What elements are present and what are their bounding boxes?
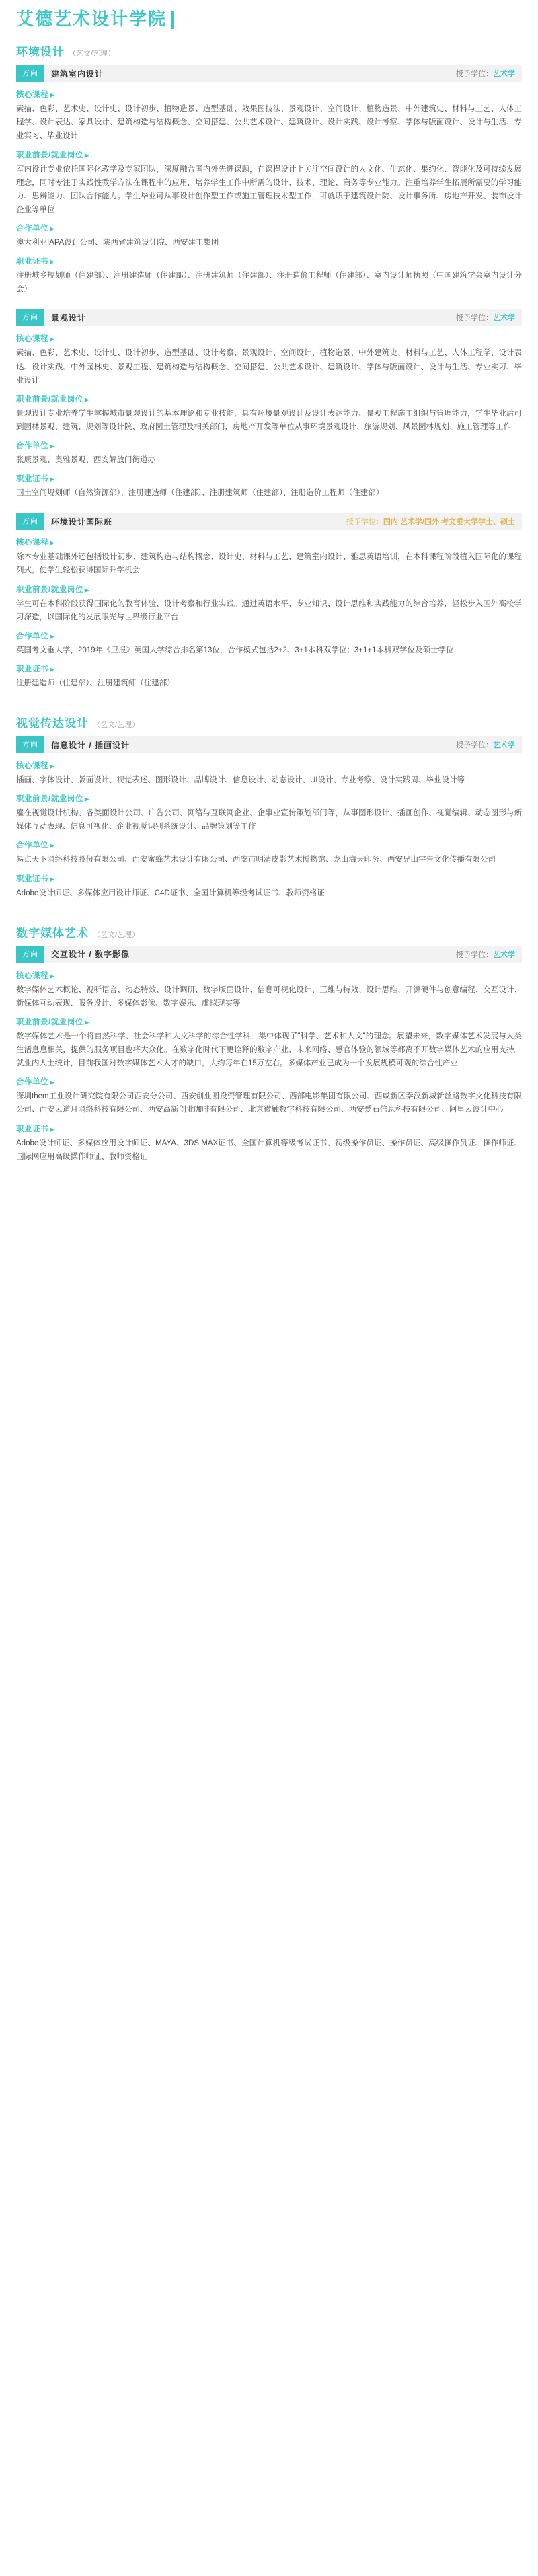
section-body: 数字媒体艺术是一个将自然科学、社会科学和人文科学的综合性学科，集中体现了"科学、艺术和人文"的理念。展望未来，数字媒体艺术发展与人类生活息息相关，提供的服务项目也将大众化。在数字化时代下更诠释的数字产业、未来网络、感官体验的领域等都离不开数字媒体艺术的应用支持。就业内人士统计，目前我国对数字媒体艺术人才的缺口，大约每年在15万左右。多媒体产业已成为一个发展规模可观的综合性产业 <box>16 1032 522 1068</box>
section-body: 景观设计专业培养学生掌握城市景观设计的基本理论和专业技能，具有环境景观设计及设计表达能力、景观工程施工组织与管理能力，学生毕业后可到园林景观、建筑、规划等设计院、政府园土管理及相关部门，房地产开发等单位从事环境景观设计、旅游规划、风景园林规划、施工管理等工作 <box>16 409 522 431</box>
section-label-text: 核心课程 <box>16 335 48 344</box>
section-label-text: 职业证书 <box>16 665 48 673</box>
section-body: 数字媒体艺术概论、视听语言、动态特效、设计调研、数字版面设计、信息可视化设计、三维与特效、设计思维、开源硬件与创意编程、交互设计、新媒体互动表现、服务设计、多媒体影像、数字娱乐、虚拟现实等 <box>16 985 522 1008</box>
major-name: 环境设计 <box>16 46 65 59</box>
direction-bar[interactable] <box>16 65 522 82</box>
info-section <box>16 584 522 624</box>
section-label-text: 合作单位 <box>16 442 48 450</box>
direction-tag: 方向 <box>16 65 44 82</box>
section-body: 注册建造师（住建部）、注册建筑师（住建部） <box>16 679 175 687</box>
major-note: （艺文/艺理） <box>93 721 140 729</box>
section-body: 素描、色彩、艺术史、设计史、设计初步、造型基础、设计考察、景观设计、空间设计、植物造景、中外建筑史、材料与工艺、人体工程学、设计表达、设计实践、中外园林史、景观工程、建筑构造与结构概念、空间搭建、公共艺术设计、建筑设计、学体与版面设计、设计与生活、专业实习、毕业设计 <box>16 349 522 385</box>
degree-value: 艺术学 <box>493 950 515 959</box>
section-label <box>16 1123 522 1134</box>
spacer <box>16 1170 522 1176</box>
info-section <box>16 333 522 387</box>
degree-label <box>346 516 522 527</box>
section-label <box>16 89 522 100</box>
section-label-text: 职业前景/就业岗位 <box>16 151 83 159</box>
section-label <box>16 149 522 160</box>
section-label-text: 核心课程 <box>16 539 48 547</box>
major-header <box>16 36 522 65</box>
chevron-right-icon: ▶ <box>50 842 55 849</box>
direction-bar[interactable] <box>16 513 522 530</box>
section-label-text: 合作单位 <box>16 841 48 850</box>
section-label-text: 职业前景/就业岗位 <box>16 795 83 804</box>
spacer <box>16 906 522 913</box>
info-section <box>16 839 522 866</box>
major-block <box>0 36 538 703</box>
section-label <box>16 473 522 484</box>
degree-label <box>456 312 522 323</box>
section-body: 学生可在本科阶段获得国际化的教育体验、设计考察和行业实践。通过英语水平、专业知识、设计思维和实践能力的综合培养，轻松步入国外高校学习深造，以国际化的发展眼光与世界级行业平台 <box>16 599 522 621</box>
major-note: （艺文/艺理） <box>93 930 140 939</box>
section-body: 英国考文垂大学，2019年《卫报》英国大学综合排名第13位，合作模式包括2+2、3+1本科双学位；3+1+1本科双学位及硕士学位 <box>16 646 454 654</box>
chevron-right-icon: ▶ <box>50 336 55 343</box>
section-label-text: 职业证书 <box>16 258 48 266</box>
section-body: 除本专业基础课外还包括设计初步、建筑构造与结构概念、设计史、材料与工艺、建筑室内设计、雅思英语培训，在本科课程阶段植入国际化的课程列式，使学生轻松获得国际升学机会 <box>16 553 522 575</box>
section-label-text: 职业证书 <box>16 475 48 484</box>
direction-tag: 方向 <box>16 946 44 963</box>
chevron-right-icon: ▶ <box>50 763 55 769</box>
info-section <box>16 630 522 657</box>
chevron-right-icon: ▶ <box>84 395 90 403</box>
section-label <box>16 839 522 850</box>
chevron-right-icon: ▶ <box>50 1125 55 1133</box>
direction-name: 环境设计国际班 <box>51 517 113 527</box>
document-page <box>0 0 538 1194</box>
section-label <box>16 1016 522 1027</box>
info-section <box>16 149 522 217</box>
degree-value: 艺术学 <box>493 741 515 749</box>
section-label <box>16 970 522 981</box>
major-header <box>16 707 522 736</box>
section-body: 室内设计专业依托国际化教学及专家团队，深度融合国内外先进课题，在课程设计上关注空间设计的人文化、生态化、集约化、智能化及可持续发展理念，同时专注于实践性教学方法在课程中的应用，培养学生工作中所需的设计、技术、理论、商务等专业能力。注重培养学生拓展所需要的学习能力、思辨能力、团队合作能力。学生毕业可从事设计创作型工作或施工管理技术型工作，可就职于建筑设计院、设计事务所、房地产开发、装饰设计企业等单位 <box>16 165 522 214</box>
section-label-text: 核心课程 <box>16 971 48 980</box>
section-body: 澳大利亚IAPA设计公司、陕西省建筑设计院、西安建工集团 <box>16 239 219 247</box>
direction-tag: 方向 <box>16 309 44 326</box>
degree-label <box>456 739 522 750</box>
major-name: 视觉传达设计 <box>16 717 89 730</box>
section-label-text: 职业前景/就业岗位 <box>16 585 83 594</box>
section-label <box>16 793 522 804</box>
info-section <box>16 537 522 577</box>
direction-bar[interactable] <box>16 736 522 753</box>
school-name: 艾德艺术设计学院 <box>16 9 167 29</box>
chevron-right-icon: ▶ <box>84 586 90 593</box>
chevron-right-icon: ▶ <box>50 443 55 449</box>
info-section <box>16 256 522 296</box>
chevron-right-icon: ▶ <box>50 972 55 979</box>
section-label <box>16 393 522 404</box>
section-label-text: 核心课程 <box>16 762 48 770</box>
direction-name: 景观设计 <box>51 313 87 323</box>
chevron-right-icon: ▶ <box>50 91 55 99</box>
info-section <box>16 440 522 467</box>
info-section <box>16 793 522 833</box>
degree-prefix: 授予学位： <box>456 70 493 79</box>
info-section <box>16 760 522 787</box>
spacer <box>16 302 522 309</box>
chevron-right-icon: ▶ <box>50 665 55 673</box>
section-body: Adobe设计师证、多媒体应用设计师证、C4D证书、全国计算机等级考试证书、教师资格证 <box>16 888 325 897</box>
direction-tag: 方向 <box>16 513 44 530</box>
degree-value: 艺术学 <box>493 314 515 323</box>
info-section <box>16 1123 522 1164</box>
direction-name: 建筑室内设计 <box>51 69 104 79</box>
direction-tag: 方向 <box>16 736 44 753</box>
major-name: 数字媒体艺术 <box>16 926 89 940</box>
section-body: 雇在视觉设计机构、各类面设计公司、广告公司、网络与互联网企业、企事业宣传策划部门等，从事图形设计、插画创作、视觉编辑、动态图形与新媒体互动表现、信息可视化、企业视觉识别系统设计、品牌策划等工作 <box>16 809 522 831</box>
chevron-right-icon: ▶ <box>50 1079 55 1086</box>
info-section <box>16 473 522 500</box>
chevron-right-icon: ▶ <box>50 875 55 882</box>
section-label-text: 合作单位 <box>16 1078 48 1087</box>
degree-label <box>456 68 522 79</box>
chevron-right-icon: ▶ <box>50 476 55 483</box>
section-label-text: 职业前景/就业岗位 <box>16 1018 83 1026</box>
direction-bar[interactable] <box>16 946 522 963</box>
section-label <box>16 333 522 344</box>
section-label <box>16 663 522 674</box>
direction-name: 信息设计 / 插画设计 <box>51 740 130 750</box>
info-section <box>16 1016 522 1070</box>
section-label <box>16 760 522 771</box>
section-label <box>16 440 522 451</box>
section-body: 张康景观、奥雅景观、西安解放门街道办 <box>16 456 155 464</box>
direction-name: 交互设计 / 数字影像 <box>51 950 130 960</box>
section-label-text: 职业证书 <box>16 874 48 883</box>
chevron-right-icon: ▶ <box>84 1018 90 1026</box>
direction-bar[interactable] <box>16 309 522 326</box>
info-section <box>16 873 522 900</box>
chevron-right-icon: ▶ <box>50 632 55 640</box>
page-title <box>16 9 174 29</box>
info-section <box>16 970 522 1010</box>
info-section <box>16 223 522 250</box>
info-section <box>16 89 522 143</box>
majors-container <box>0 36 538 1176</box>
chevron-right-icon: ▶ <box>84 796 90 803</box>
site-header <box>0 0 538 36</box>
spacer <box>16 696 522 703</box>
degree-prefix: 授予学位： <box>456 741 493 749</box>
info-section <box>16 1076 522 1116</box>
section-body: Adobe设计师证、多媒体应用设计师证、MAYA、3DS MAX证书、全国计算机等级考试证书、初级操作员证、操作员证、高级操作员证、操作师证、国际网应用高级操作师证、教师资格证 <box>16 1139 522 1161</box>
info-section <box>16 393 522 434</box>
section-label-text: 合作单位 <box>16 632 48 640</box>
section-label-text: 核心课程 <box>16 91 48 100</box>
section-label <box>16 1076 522 1087</box>
major-block <box>0 917 538 1176</box>
title-accent-bar <box>171 11 174 29</box>
degree-prefix: 授予学位： <box>456 950 493 959</box>
section-label <box>16 584 522 595</box>
major-block <box>0 707 538 913</box>
section-body: 素描、色彩、艺术史、设计史、设计初步、植物造景、造型基础、效果图技法、景观设计、空间设计、植物造景、中外建筑史、材料与工艺、人体工程学、设计表达、家具设计、建筑构造与结构概念、空间搭建、公共艺术设计、建筑设计、设计实践、设计考察、学体与版面设计、设计与生活、专业实习、毕业设计 <box>16 105 522 141</box>
section-label <box>16 256 522 266</box>
section-label <box>16 630 522 641</box>
section-body: 国土空间规划师（自然资源部）、注册建造师（住建部）、注册建筑师（住建部）、注册造价工程师（住建部） <box>16 489 384 498</box>
info-section <box>16 663 522 690</box>
section-label-text: 合作单位 <box>16 225 48 233</box>
section-label <box>16 873 522 884</box>
section-label <box>16 223 522 233</box>
degree-value: 艺术学 <box>493 70 515 79</box>
major-header <box>16 917 522 946</box>
section-body: 深圳them工业设计研究院有限公司西安分公司、西安创业圆投资管理有限公司、西部电影集团有限公司、西咸新区秦汉新城新丝路数字文化科技有限公司、西安云道月网络科技有限公司、西安高新创业咖啡有限公司、北京微触数字科技有限公司、西安爱石信息科技有限公司、阿里云设计中心 <box>16 1092 522 1114</box>
degree-prefix: 授予学位： <box>456 314 493 323</box>
degree-label <box>456 949 522 960</box>
degree-value: 国内 艺术学/国外 考文垂大学学士、硕士 <box>383 518 515 527</box>
chevron-right-icon: ▶ <box>50 225 55 232</box>
section-label-text: 职业前景/就业岗位 <box>16 395 83 404</box>
chevron-right-icon: ▶ <box>50 258 55 266</box>
section-label <box>16 537 522 547</box>
major-note: （艺文/艺理） <box>69 50 116 59</box>
section-body: 易点天下网络科技股份有限公司、西安蜜蜂艺术设计有限公司、西安市明清皮影艺术博物馆、龙山海天印务、西安兄山宇告文化传播有限公司 <box>16 856 496 864</box>
chevron-right-icon: ▶ <box>84 151 90 159</box>
section-body: 注册城乡规划师（住建部）、注册建造师（住建部）、注册建筑师（住建部）、注册造价工程师（住建部）、室内设计师执照（中国建筑学会室内设计分会） <box>16 272 522 294</box>
degree-prefix: 授予学位： <box>346 518 383 527</box>
chevron-right-icon: ▶ <box>50 539 55 547</box>
section-label-text: 职业证书 <box>16 1125 48 1133</box>
spacer <box>16 506 522 513</box>
section-body: 插画、字体设计、版面设计、视觉表述、图形设计、品牌设计、信息设计、动态设计、UI设计、专业考察、设计实践周、毕业设计等 <box>16 776 465 784</box>
